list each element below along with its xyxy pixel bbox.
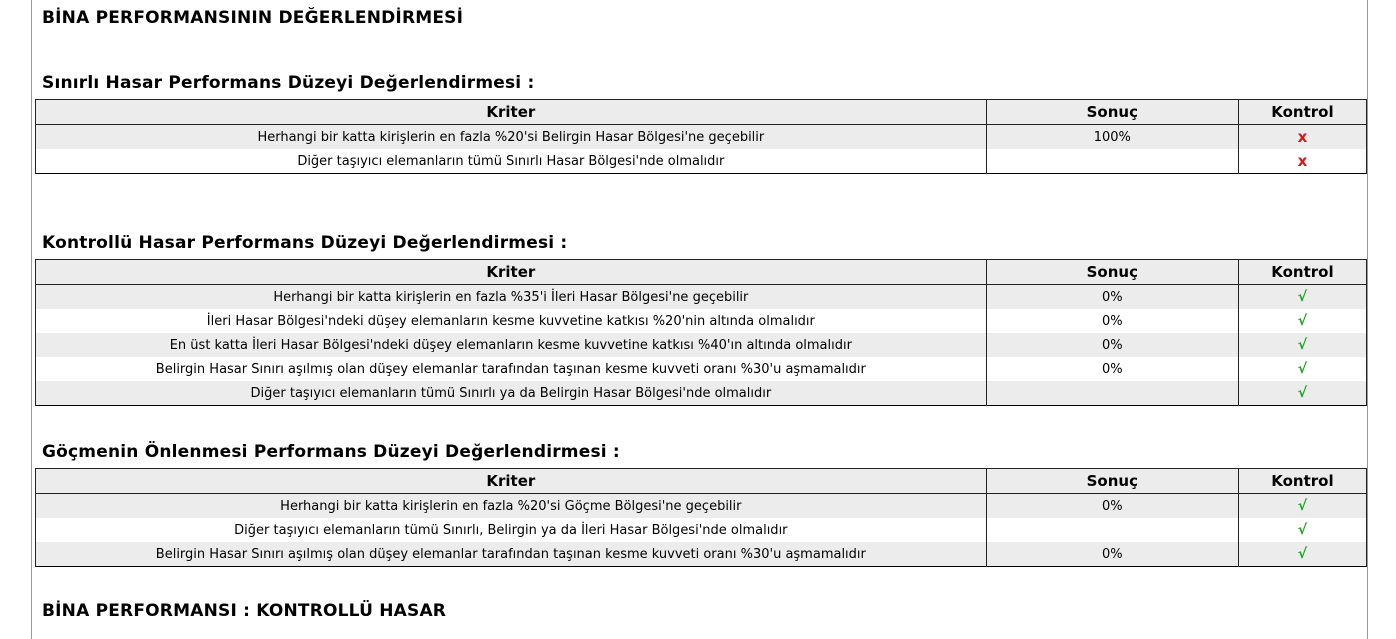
criteria-cell: Belirgin Hasar Sınırı aşılmış olan düşey elemanlar tarafından taşınan kesme kuvveti oranı %30'u aşmamalıdır bbox=[36, 542, 987, 567]
criteria-cell: Herhangi bir katta kirişlerin en fazla %35'i İleri Hasar Bölgesi'ne geçebilir bbox=[36, 285, 987, 310]
control-cell bbox=[1238, 542, 1366, 567]
pass-check-icon: √ bbox=[1297, 361, 1308, 377]
table-row bbox=[36, 357, 1367, 381]
table-row bbox=[36, 494, 1367, 519]
criteria-cell: Belirgin Hasar Sınırı aşılmış olan düşey elemanlar tarafından taşınan kesme kuvveti oranı %30'u aşmamalıdır bbox=[36, 357, 987, 381]
table-row bbox=[36, 149, 1367, 174]
column-header-criteria: Kriter bbox=[36, 100, 987, 125]
control-cell bbox=[1238, 518, 1366, 542]
result-cell: 0% bbox=[986, 309, 1238, 333]
fail-x-icon: x bbox=[1297, 152, 1308, 170]
table-row bbox=[36, 285, 1367, 310]
criteria-cell: Diğer taşıyıcı elemanların tümü Sınırlı, Belirgin ya da İleri Hasar Bölgesi'nde olmalıdır bbox=[36, 518, 987, 542]
section-title-collapse-prevention: Göçmenin Önlenmesi Performans Düzeyi Değerlendirmesi : bbox=[42, 442, 620, 462]
result-cell: 100% bbox=[986, 125, 1238, 150]
control-cell bbox=[1238, 285, 1366, 310]
section-title-controlled-damage: Kontrollü Hasar Performans Düzeyi Değerlendirmesi : bbox=[42, 233, 568, 253]
page-title: BİNA PERFORMANSININ DEĞERLENDİRMESİ bbox=[42, 8, 464, 28]
control-cell bbox=[1238, 357, 1366, 381]
criteria-cell: Herhangi bir katta kirişlerin en fazla %20'si Göçme Bölgesi'ne geçebilir bbox=[36, 494, 987, 519]
table-header-row bbox=[36, 260, 1367, 285]
criteria-table-controlled-damage bbox=[35, 259, 1367, 406]
control-cell bbox=[1238, 309, 1366, 333]
table-row bbox=[36, 542, 1367, 567]
criteria-table-limited-damage bbox=[35, 99, 1367, 174]
column-header-result: Sonuç bbox=[986, 260, 1238, 285]
section-title-limited-damage: Sınırlı Hasar Performans Düzeyi Değerlendirmesi : bbox=[42, 73, 535, 93]
table-row bbox=[36, 125, 1367, 150]
fail-x-icon: x bbox=[1297, 128, 1308, 146]
table-header-row bbox=[36, 469, 1367, 494]
column-header-criteria: Kriter bbox=[36, 260, 987, 285]
control-cell bbox=[1238, 149, 1366, 174]
pass-check-icon: √ bbox=[1297, 522, 1308, 538]
pass-check-icon: √ bbox=[1297, 546, 1308, 562]
column-header-control: Kontrol bbox=[1238, 100, 1366, 125]
column-header-result: Sonuç bbox=[986, 100, 1238, 125]
table-header-row bbox=[36, 100, 1367, 125]
column-header-result: Sonuç bbox=[986, 469, 1238, 494]
result-cell: 0% bbox=[986, 357, 1238, 381]
column-header-control: Kontrol bbox=[1238, 469, 1366, 494]
pass-check-icon: √ bbox=[1297, 313, 1308, 329]
pass-check-icon: √ bbox=[1297, 289, 1308, 305]
column-header-criteria: Kriter bbox=[36, 469, 987, 494]
criteria-cell: Herhangi bir katta kirişlerin en fazla %20'si Belirgin Hasar Bölgesi'ne geçebilir bbox=[36, 125, 987, 150]
criteria-cell: Diğer taşıyıcı elemanların tümü Sınırlı Hasar Bölgesi'nde olmalıdır bbox=[36, 149, 987, 174]
result-cell: 0% bbox=[986, 285, 1238, 310]
result-cell: 0% bbox=[986, 542, 1238, 567]
criteria-cell: En üst katta İleri Hasar Bölgesi'ndeki düşey elemanların kesme kuvvetine katkısı %40'ın altında olmalıdır bbox=[36, 333, 987, 357]
table-row bbox=[36, 309, 1367, 333]
result-cell bbox=[986, 518, 1238, 542]
result-cell: 0% bbox=[986, 494, 1238, 519]
criteria-cell: Diğer taşıyıcı elemanların tümü Sınırlı ya da Belirgin Hasar Bölgesi'nde olmalıdır bbox=[36, 381, 987, 406]
result-cell: 0% bbox=[986, 333, 1238, 357]
column-header-control: Kontrol bbox=[1238, 260, 1366, 285]
control-cell bbox=[1238, 381, 1366, 406]
pass-check-icon: √ bbox=[1297, 385, 1308, 401]
result-cell bbox=[986, 381, 1238, 406]
report-page bbox=[31, 0, 1368, 639]
control-cell bbox=[1238, 494, 1366, 519]
pass-check-icon: √ bbox=[1297, 337, 1308, 353]
criteria-cell: İleri Hasar Bölgesi'ndeki düşey elemanların kesme kuvvetine katkısı %20'nin altında olmalıdır bbox=[36, 309, 987, 333]
criteria-table-collapse-prevention bbox=[35, 468, 1367, 567]
building-performance-result: BİNA PERFORMANSI : KONTROLLÜ HASAR bbox=[42, 601, 447, 621]
table-row bbox=[36, 381, 1367, 406]
pass-check-icon: √ bbox=[1297, 498, 1308, 514]
control-cell bbox=[1238, 125, 1366, 150]
table-row bbox=[36, 518, 1367, 542]
table-row bbox=[36, 333, 1367, 357]
result-cell bbox=[986, 149, 1238, 174]
control-cell bbox=[1238, 333, 1366, 357]
